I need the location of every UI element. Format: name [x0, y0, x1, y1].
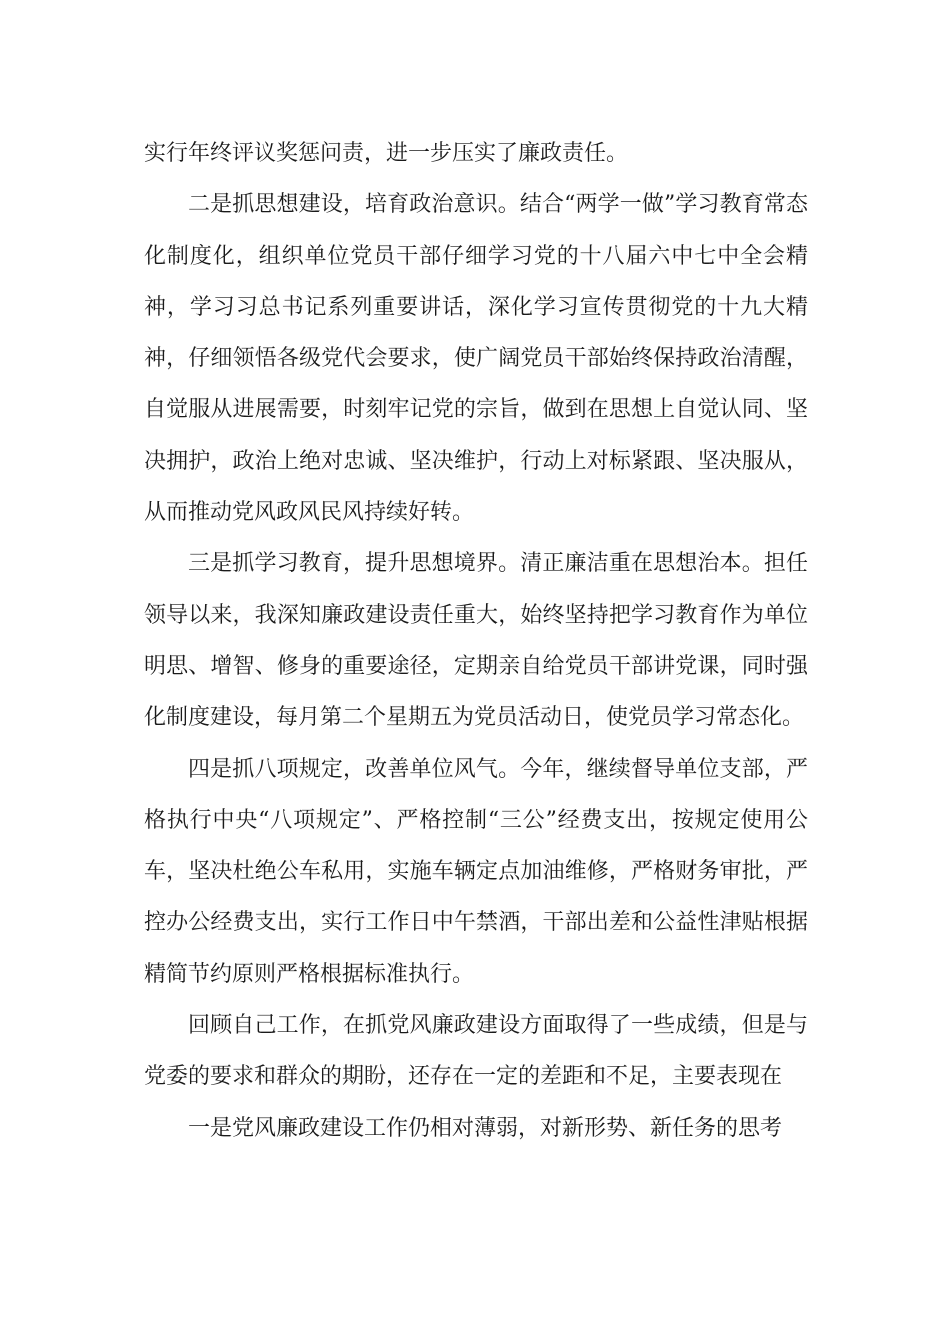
paragraph-4: 四是抓八项规定，改善单位风气。今年，继续督导单位支部，严格执行中央“八项规定”、严格控制“三公”经费支出，按规定使用公车，坚决杜绝公车私用，实施车辆定点加油维修，严格财务审批，严控办公经费支出，实行工作日中午禁酒，干部出差和公益性津贴根据精简节约原则严格根据标准执行。	[144, 756, 808, 987]
paragraph-6: 一是党风廉政建设工作仍相对薄弱，对新形势、新任务的思考	[188, 1115, 783, 1141]
paragraph-1: 实行年终评议奖惩问责，进一步压实了廉政责任。	[144, 141, 629, 166]
paragraph-5: 回顾自己工作，在抓党风廉政建设方面取得了一些成绩，但是与党委的要求和群众的期盼，还存在一定的差距和不足，主要表现在	[144, 1013, 808, 1090]
paragraph-3: 三是抓学习教育，提升思想境界。清正廉洁重在思想治本。担任领导以来，我深知廉政建设责任重大，始终坚持把学习教育作为单位明思、增智、修身的重要途径，定期亲自给党员干部讲党课，同时强化制度建设，每月第二个星期五为党员活动日，使党员学习常态化。	[144, 551, 808, 731]
document-body	[144, 128, 808, 1154]
paragraph-2: 二是抓思想建设，培育政治意识。结合“两学一做”学习教育常态化制度化，组织单位党员干部仔细学习党的十八届六中七中全会精神，学习习总书记系列重要讲话，深化学习宣传贯彻党的十九大精神，仔细领悟各级党代会要求，使广阔党员干部始终保持政治清醒，自觉服从进展需要，时刻牢记党的宗旨，做到在思想上自觉认同、坚决拥护，政治上绝对忠诚、坚决维护，行动上对标紧跟、坚决服从，从而推动党风政风民风持续好转。	[144, 192, 808, 526]
